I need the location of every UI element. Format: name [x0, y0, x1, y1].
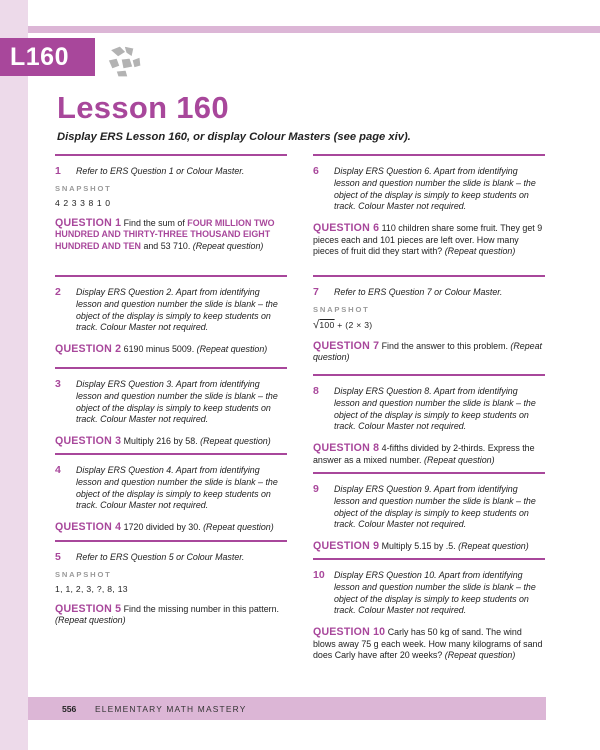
repeat-note: (Repeat question)	[55, 615, 126, 626]
repeat-note: (Repeat question)	[192, 240, 264, 251]
question-label: QUESTION 1	[55, 216, 122, 229]
question-label: QUESTION 5	[55, 602, 122, 615]
question-number: 9	[313, 483, 319, 495]
snapshot-label: SNAPSHOT	[55, 569, 112, 579]
question-label: QUESTION 6	[313, 222, 380, 235]
snapshot-value: 1, 1, 2, 3, ?, 8, 13	[55, 583, 128, 594]
repeat-note: (Repeat question)	[200, 436, 271, 447]
question-number: 8	[313, 385, 319, 397]
instruction-text: Refer to ERS Question 1 or Colour Master.	[76, 166, 245, 176]
book-title: ELEMENTARY MATH MASTERY	[95, 704, 247, 714]
question-intro	[313, 287, 545, 299]
question-label: QUESTION 2	[55, 343, 122, 356]
question-number: 6	[313, 165, 319, 177]
question-label: QUESTION 10	[313, 626, 386, 639]
question-body: 4-fifths divided by 2-thirds. Express the answer as a mixed number.	[313, 443, 535, 465]
question-intro	[55, 379, 287, 426]
question-number: 7	[313, 286, 319, 298]
question-intro	[313, 570, 545, 617]
question-text	[313, 627, 545, 662]
instruction-text: Refer to ERS Question 7 or Colour Master.	[334, 287, 503, 297]
question-number: 2	[55, 286, 61, 298]
repeat-note: (Repeat question)	[444, 650, 516, 661]
question-highlight: FOUR MILLION TWO HUNDRED AND THIRTY-THREE THOUSAND EIGHT HUNDRED AND TEN	[55, 217, 275, 251]
question-block-10	[313, 558, 545, 662]
instruction-text: Display ERS Question 2. Apart from identifying lesson and question number the slide is blank – the object of the display is simply to keep students on track. Colour Master not required.	[76, 287, 278, 333]
question-intro	[313, 484, 545, 531]
page-number: 556	[62, 704, 77, 714]
question-intro	[55, 552, 287, 564]
radicand: 100	[319, 319, 335, 330]
question-body: Multiply 216 by 58.	[123, 436, 198, 447]
question-block-4	[55, 453, 287, 540]
instruction-text: Display ERS Question 10. Apart from identifying lesson and question number the slide is blank – the object of the display is simply to keep students on track. Colour Master not required.	[334, 570, 536, 616]
repeat-note: (Repeat question)	[444, 246, 516, 257]
question-number: 10	[313, 569, 325, 581]
snapshot-value: 4 2 3 3 8 1 0	[55, 197, 111, 208]
question-body: 1720 divided by 30.	[123, 522, 201, 533]
lesson-tab: L160	[0, 38, 95, 76]
repeat-note: (Repeat question)	[458, 541, 529, 552]
question-block-8	[313, 374, 545, 472]
question-label: QUESTION 3	[55, 435, 122, 448]
question-number: 1	[55, 165, 61, 177]
snapshot-label: SNAPSHOT	[55, 183, 112, 193]
question-block-5	[55, 540, 287, 627]
question-body: Find the sum of	[123, 217, 185, 228]
question-text	[55, 522, 287, 534]
question-body: Find the answer to this problem.	[381, 340, 508, 351]
question-text	[55, 218, 287, 253]
question-text	[313, 341, 545, 364]
instruction-text: Display ERS Question 4. Apart from identifying lesson and question number the slide is blank – the object of the display is simply to keep students on track. Colour Master not required.	[76, 465, 278, 511]
question-block-6	[313, 154, 545, 275]
question-block-1	[55, 154, 287, 275]
repeat-note: (Repeat question)	[196, 344, 268, 355]
snapshot-value	[313, 319, 545, 331]
question-intro	[55, 465, 287, 512]
question-intro	[313, 386, 545, 433]
question-text	[55, 436, 287, 448]
question-intro	[313, 166, 545, 213]
question-block-9	[313, 472, 545, 558]
instruction-text: Display ERS Question 9. Apart from identifying lesson and question number the slide is blank – the object of the display is simply to keep students on track. Colour Master not required.	[334, 484, 536, 530]
question-block-2	[55, 275, 287, 367]
question-intro	[55, 166, 287, 178]
repeat-note: (Repeat question)	[424, 454, 495, 465]
question-body: 6190 minus 5009.	[123, 344, 195, 355]
question-body: Carly has 50 kg of sand. The wind blows away 75 g each week. How many kilograms of sand does Carly have after 20 weeks?	[313, 627, 543, 661]
page-title: Lesson 160	[57, 90, 229, 125]
instruction-text: Display ERS Question 6. Apart from identifying lesson and question number the slide is blank – the object of the display is simply to keep students on track. Colour Master not required.	[334, 166, 536, 212]
question-label: QUESTION 8	[313, 442, 380, 455]
left-margin-strip	[0, 0, 28, 750]
question-text	[313, 223, 545, 258]
question-number: 4	[55, 464, 61, 476]
snapshot-label: SNAPSHOT	[313, 304, 370, 314]
question-label: QUESTION 7	[313, 339, 380, 352]
question-body: Find the missing number in this pattern.	[123, 603, 280, 614]
question-body: Multiply 5.15 by .5.	[381, 541, 456, 552]
question-number: 5	[55, 551, 61, 563]
repeat-note: (Repeat question)	[313, 340, 542, 363]
instruction-text: Refer to ERS Question 5 or Colour Master.	[76, 552, 245, 562]
top-band	[28, 26, 600, 33]
question-text	[313, 541, 545, 553]
instruction-text: Display ERS Question 8. Apart from identifying lesson and question number the slide is blank – the object of the display is simply to keep students on track. Colour Master not required.	[334, 386, 536, 432]
repeat-note: (Repeat question)	[203, 522, 274, 533]
instruction-text: Display ERS Question 3. Apart from identifying lesson and question number the slide is blank – the object of the display is simply to keep students on track. Colour Master not required.	[76, 379, 278, 425]
question-label: QUESTION 4	[55, 521, 122, 534]
question-number: 3	[55, 378, 61, 390]
question-text	[313, 443, 545, 466]
left-column	[55, 154, 287, 627]
snapshot-expression: + (2 × 3)	[334, 319, 373, 330]
question-text	[55, 604, 287, 627]
question-text	[55, 344, 287, 356]
page-subtitle: Display ERS Lesson 160, or display Colour Masters (see page xiv).	[57, 131, 411, 143]
question-block-3	[55, 367, 287, 453]
question-block-7	[313, 275, 545, 374]
question-body: 110 children share some fruit. They get 9 pieces each and 101 pieces are left over. How many pieces of fruit did they start with?	[313, 223, 543, 257]
question-intro	[55, 287, 287, 334]
square-root-sign: √	[313, 318, 320, 331]
question-label: QUESTION 9	[313, 540, 380, 553]
question-body-end: and 53 710.	[143, 240, 191, 251]
right-column	[313, 154, 545, 662]
puzzle-icon	[104, 40, 144, 80]
